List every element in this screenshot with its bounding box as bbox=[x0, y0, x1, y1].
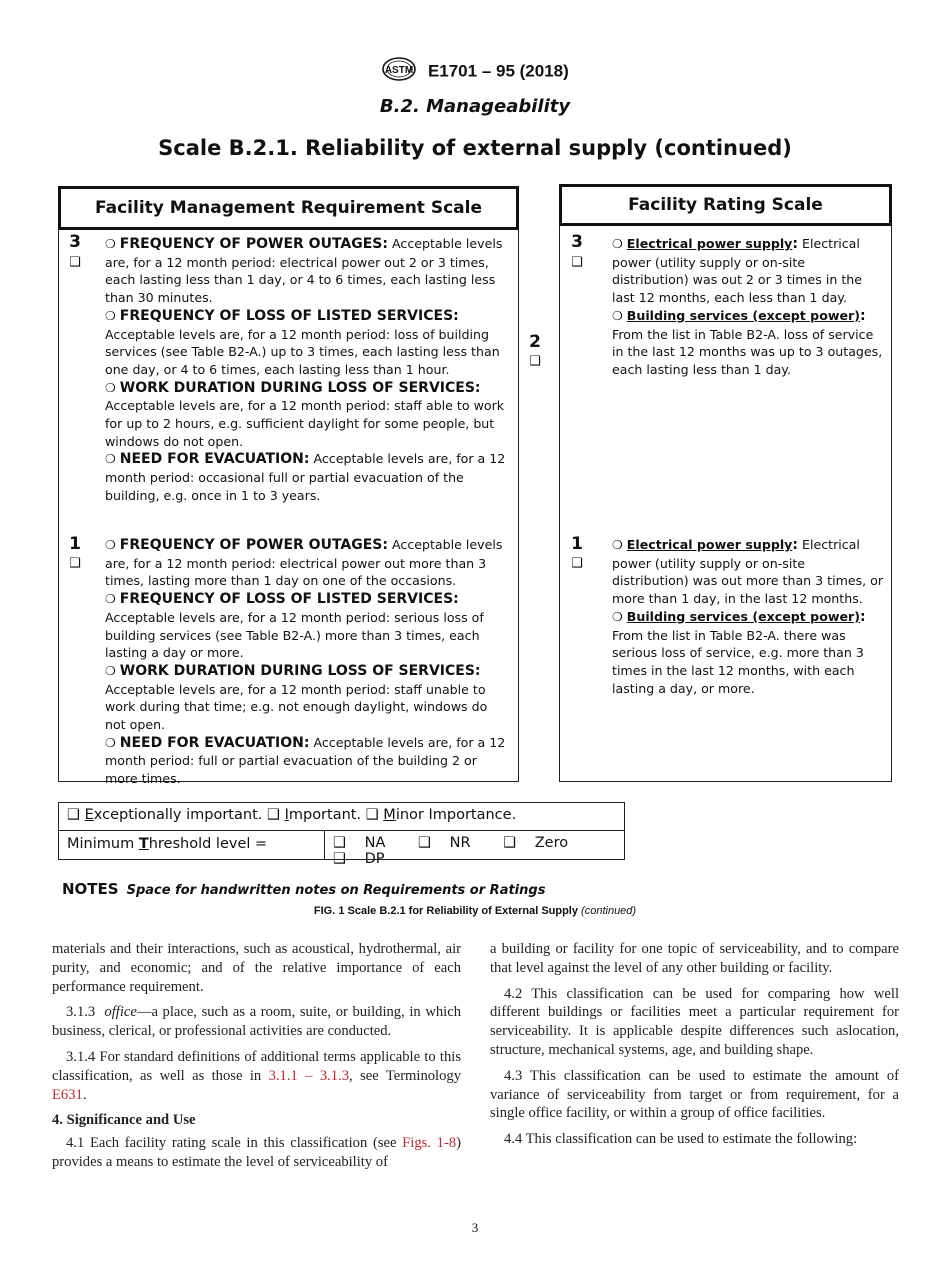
list-item: ❍ FREQUENCY OF POWER OUTAGES: Acceptable levels are, for a 12 month period: electrical power out more than 3 times, lasting more than 1 day on one of the occasions. bbox=[105, 537, 503, 589]
rating-level-3: 3 bbox=[571, 232, 583, 252]
important-checkbox[interactable]: ❑ Important. bbox=[266, 807, 362, 823]
standard-code: E1701 – 95 (2018) bbox=[427, 61, 569, 81]
list-item: ❍ FREQUENCY OF POWER OUTAGES: Acceptable levels are, for a 12 month period: electrical power out 2 or 3 times, each lasting less than 1 day, or 4 to 6 times, each lasting less than 30 minutes. bbox=[105, 236, 503, 306]
paragraph: 4.2 This classification can be used for comparing how well different buildings or facilities meet a particular requirement for serviceability. It is applicable despite differences such aslocation, structure, mechanical systems, age, and building shape. bbox=[490, 985, 899, 1058]
list-item: ❍ FREQUENCY OF LOSS OF LISTED SERVICES: Acceptable levels are, for a 12 month period: serious loss of building services (see Table B2-A.) more than 3 times, each lasting a day or more. bbox=[105, 591, 484, 661]
rating-level-3-checkbox[interactable]: ❑ bbox=[571, 255, 583, 270]
link-figs[interactable]: Figs. 1-8 bbox=[402, 1135, 457, 1152]
rating-scale-title: Facility Rating Scale bbox=[559, 184, 892, 226]
rating-level-3-text bbox=[612, 235, 884, 379]
list-item: ❍ Electrical power supply: Electrical power (utility supply or on-site distribution) was out 2 or 3 times in the last 12 months, each less than 1 day. bbox=[612, 236, 862, 306]
requirement-level-3: 3 bbox=[69, 232, 81, 252]
figure-caption: FIG. 1 Scale B.2.1 for Reliability of External Supply (continued) bbox=[313, 905, 637, 917]
requirement-level-1: 1 bbox=[69, 534, 81, 554]
page-number: 3 bbox=[471, 1220, 479, 1235]
paragraph: 3.1.3 office—a place, such as a room, suite, or building, in which business, clerical, or professional activities are conducted. bbox=[52, 1004, 461, 1040]
svg-text:ASTM: ASTM bbox=[385, 65, 414, 76]
list-item: ❍ Building services (except power): From the list in Table B2-A. there was serious loss of service, e.g. more than 3 times in the last 12 months, with each lasting a day, or more. bbox=[612, 608, 866, 696]
list-item: ❍ WORK DURATION DURING LOSS OF SERVICES: Acceptable levels are, for a 12 month period: staff unable to work during that time; e.g. not enough daylight, windows do not open. bbox=[105, 662, 488, 733]
threshold-label: Minimum Threshold level = bbox=[59, 831, 325, 860]
link-3-1-1[interactable]: 3.1.1 – 3.1.3 bbox=[268, 1067, 350, 1084]
minor-importance-checkbox[interactable]: ❑ Minor Importance. bbox=[365, 807, 517, 823]
section-heading: 4. Significance and Use bbox=[52, 1112, 196, 1129]
list-item: ❍ FREQUENCY OF LOSS OF LISTED SERVICES: Acceptable levels are, for a 12 month period: loss of building services (see Table B2-A.) up to 3 times, each lasting less than one day, or 4 to 6 times, each lasting less than 1 hour. bbox=[105, 307, 500, 377]
rating-level-1: 1 bbox=[571, 534, 583, 554]
scale-title: Scale B.2.1. Reliability of external supply (continued) bbox=[158, 136, 792, 160]
threshold-na-checkbox[interactable]: ❑ NA bbox=[333, 835, 386, 851]
middle-level-2: 2 bbox=[529, 332, 541, 352]
importance-row bbox=[59, 803, 624, 831]
list-item: ❍ NEED FOR EVACUATION: Acceptable levels are, for a 12 month period: occasional full or partial evacuation of the building, e.g. once in 1 to 3 years. bbox=[105, 451, 506, 503]
paragraph: 4.1 Each facility rating scale in this classification (see Figs. 1-8) provides a means to estimate the level of serviceability of bbox=[52, 1135, 461, 1170]
requirement-level-3-text bbox=[105, 235, 510, 505]
paragraph: materials and their interactions, such as acoustical, hydrothermal, air purity, and economic; and of the relative importance of each performance requirement. bbox=[52, 941, 461, 995]
section-title: B.2. Manageability bbox=[379, 96, 571, 117]
astm-logo-icon bbox=[381, 56, 417, 87]
list-item: ❍ NEED FOR EVACUATION: Acceptable levels are, for a 12 month period: full or partial evacuation of the building 2 or more times. bbox=[105, 734, 506, 787]
rating-level-1-checkbox[interactable]: ❑ bbox=[571, 556, 583, 571]
body-left-column bbox=[52, 940, 461, 1179]
paragraph: a building or facility for one topic of serviceability, and to compare that level against the level of any other building or facility. bbox=[490, 941, 899, 976]
document-header bbox=[0, 56, 950, 87]
list-item: ❍ Building services (except power): From the list in Table B2-A. loss of service in the last 12 months was up to 3 outages, each lasting less than 1 day. bbox=[612, 307, 883, 377]
threshold-options bbox=[325, 831, 625, 867]
requirement-level-1-checkbox[interactable]: ❑ bbox=[69, 556, 81, 571]
requirement-level-1-text bbox=[105, 536, 510, 788]
paragraph: 4.3 This classification can be used to estimate the amount of variance of serviceability from target or from requirement, for a single office facility, or within a group of office facilities. bbox=[490, 1067, 899, 1122]
importance-table bbox=[58, 802, 625, 867]
paragraph: 3.1.4 For standard definitions of additional terms applicable to this classification, as well as those in 3.1.1 – 3.1.3, see Terminology E631. bbox=[52, 1048, 462, 1103]
threshold-nr-checkbox[interactable]: ❑ NR bbox=[418, 835, 471, 851]
rating-level-1-text bbox=[612, 536, 884, 697]
threshold-zero-checkbox[interactable]: ❑ Zero bbox=[503, 835, 569, 851]
list-item: ❍ WORK DURATION DURING LOSS OF SERVICES: Acceptable levels are, for a 12 month period: staff able to work for up to 2 hours, e.g. sufficient daylight for some people, but windows do not open. bbox=[105, 379, 505, 449]
notes-line: NOTES Space for handwritten notes on Requirements or Ratings bbox=[62, 880, 546, 898]
threshold-dp-checkbox[interactable]: ❑ DP bbox=[333, 851, 385, 867]
exceptionally-important-checkbox[interactable]: ❑ Exceptionally important. bbox=[67, 807, 263, 823]
body-right-column bbox=[490, 940, 899, 1156]
link-e631[interactable]: E631 bbox=[52, 1086, 83, 1103]
list-item: ❍ Electrical power supply: Electrical power (utility supply or on-site distribution) was out more than 3 times, or more than 1 day, in the last 12 months. bbox=[612, 537, 884, 607]
requirement-scale-title: Facility Management Requirement Scale bbox=[58, 186, 519, 230]
paragraph: 4.4 This classification can be used to estimate the following: bbox=[504, 1131, 858, 1148]
middle-level-2-checkbox[interactable]: ❑ bbox=[529, 354, 541, 369]
requirement-level-3-checkbox[interactable]: ❑ bbox=[69, 255, 81, 270]
